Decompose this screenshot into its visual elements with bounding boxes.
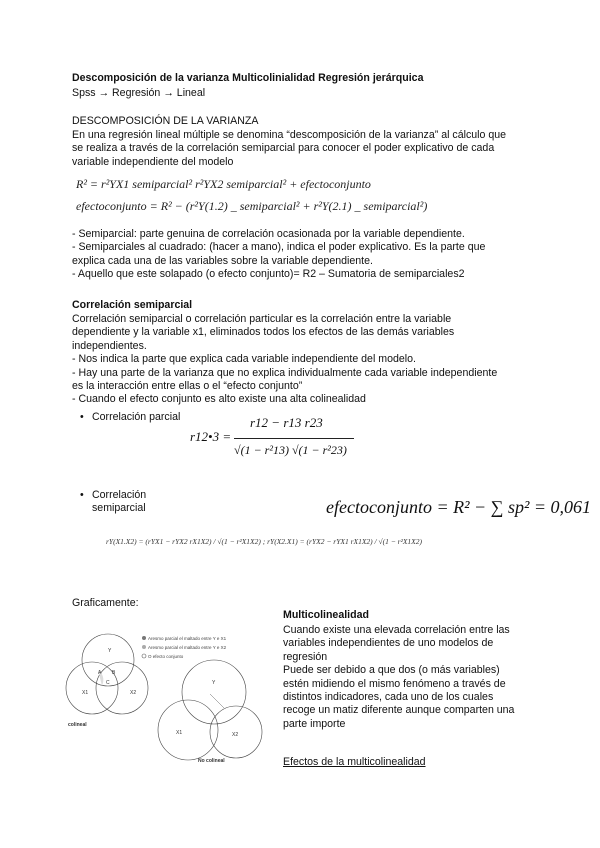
venn-colineal — [66, 634, 148, 714]
effects-of-multicollinearity-link[interactable]: Efectos de la multicolinealidad — [283, 756, 426, 768]
semipartial-correlation-label-1: Correlación — [92, 489, 147, 501]
formula-numerator: r12 − r13 r23 — [250, 415, 323, 430]
venn-legend — [142, 636, 227, 659]
venn-circle-y — [82, 634, 134, 686]
semipartial-formulas: rY(X1.X2) = (rYX1 − rYX2 rX1X2) / √(1 − r²X1X2) ; rY(X2.X1) = (rYX2 − rYX1 rX1X2) / √(1 − r²X1X2) — [106, 537, 422, 546]
venn-label: Y — [212, 680, 216, 686]
venn-caption: colineal — [68, 722, 87, 728]
text-line: - Hay una parte de la varianza que no explica individualmente cada variable independiente — [72, 366, 498, 379]
venn-diagrams — [64, 626, 274, 766]
partial-correlation-formula — [190, 414, 370, 476]
venn-circle-x2 — [96, 662, 148, 714]
legend-item: Aresmo parcial el maltado entre Y e X2 — [148, 645, 227, 650]
venn-label: Y — [108, 648, 112, 654]
text-line: parte importe — [283, 717, 346, 730]
semipartial-heading: Correlación semiparcial — [72, 299, 193, 311]
legend-marker-icon — [142, 654, 146, 658]
joint-effect-formula-1: efectoconjunto = R² − (r²Y(1.2) _ semiparcial² + r²Y(2.1) _ semiparcial²) — [76, 199, 428, 213]
variance-formula-1: R² = r²YX1 semiparcial² r²YX2 semiparcial² + efectoconjunto — [76, 177, 371, 191]
text-line: se realiza a través de la correlación semiparcial para conocer el poder explicativo de cada — [72, 142, 495, 155]
text-line: regresión — [283, 650, 328, 663]
venn-circle-y — [182, 660, 246, 724]
semipartial-correlation-label-2: semiparcial — [92, 502, 146, 514]
venn-label: X1 — [176, 730, 183, 736]
fraction-bar — [234, 438, 354, 439]
legend-item: O efecto conjunto — [148, 654, 184, 659]
text-line: - Semiparciales al cuadrado: (hacer a mano), indica el poder explicativo. Es la parte que — [72, 241, 486, 254]
venn-no-colineal — [158, 660, 262, 760]
text-line: - Nos indica la parte que explica cada variable independiente del modelo. — [72, 353, 416, 366]
decomposition-intro — [72, 129, 506, 169]
document-title: Descomposición de la varianza Multicolinialidad Regresión jerárquica — [72, 72, 424, 84]
text-line: Cuando existe una elevada correlación entre las — [283, 624, 510, 636]
pointer-line — [210, 694, 224, 708]
text-line: variable independiente del modelo — [72, 155, 234, 168]
text-line: - Aquello que este solapado (o efecto conjunto)= R2 – Sumatoria de semiparciales2 — [72, 268, 465, 281]
formula-lhs: r12•3 = — [190, 429, 232, 444]
graphic-label: Graficamente: — [72, 597, 139, 609]
venn-circle-x1 — [66, 662, 118, 714]
text-line: En una regresión lineal múltiple se denomina “descomposición de la varianza” al cálculo que — [72, 129, 507, 141]
multicollinearity-heading: Multicolinealidad — [283, 609, 369, 621]
venn-circle-x1 — [158, 700, 218, 760]
text-line: Puede ser debido a que dos (o más variables) — [283, 664, 500, 677]
formula-denominator: √(1 − r²13) √(1 − r²23) — [234, 443, 347, 457]
text-line: independientes. — [72, 339, 147, 352]
legend-marker-icon — [142, 636, 146, 640]
venn-label: X2 — [130, 690, 137, 696]
legend-item: Aresmo parcial el maltado entre Y e X1 — [148, 636, 227, 641]
decomposition-heading: DESCOMPOSICIÓN DE LA VARIANZA — [72, 115, 259, 127]
text-line: variables independientes de uno modelos de — [283, 637, 494, 650]
venn-label: B — [112, 670, 116, 676]
text-line: Correlación semiparcial o correlación particular es la correlación entre la variable — [72, 313, 452, 325]
text-line: recoge un matiz diferente aunque comparten una — [283, 704, 515, 717]
spss-path: Spss → Regresión → Lineal — [72, 87, 206, 99]
venn-label: A — [98, 670, 102, 676]
partial-correlation-label: Correlación parcial — [92, 411, 181, 423]
venn-caption: No colineal — [198, 758, 225, 764]
text-line: distintos indicadores, cada uno de los cuales — [283, 691, 494, 704]
venn-label: X1 — [82, 690, 89, 696]
bullet-dot-icon: • — [80, 411, 84, 423]
text-line: es la interacción entre ellas o el “efecto conjunto” — [72, 380, 303, 393]
text-line: dependiente y la variable x1, eliminados todos los efectos de las demás variables — [72, 326, 455, 339]
text-line: estén midiendo el mismo fenómeno a través de — [283, 677, 506, 690]
bullet-dot-icon: • — [80, 489, 84, 501]
decomposition-bullets — [72, 228, 485, 282]
venn-label: C — [106, 680, 110, 686]
multicollinearity-text — [283, 624, 514, 731]
legend-marker-icon — [142, 645, 146, 649]
text-line: - Semiparcial: parte genuina de correlación ocasionada por la variable dependiente. — [72, 228, 465, 240]
text-line: explica cada una de las variables sobre la variable dependiente. — [72, 254, 373, 267]
text-line: - Cuando el efecto conjunto es alto existe una alta colinealidad — [72, 393, 366, 406]
semipartial-text — [72, 313, 497, 407]
venn-label: X2 — [232, 732, 239, 738]
joint-effect-result-formula: efectoconjunto = R² − ∑ sp² = 0,061 — [326, 497, 592, 517]
